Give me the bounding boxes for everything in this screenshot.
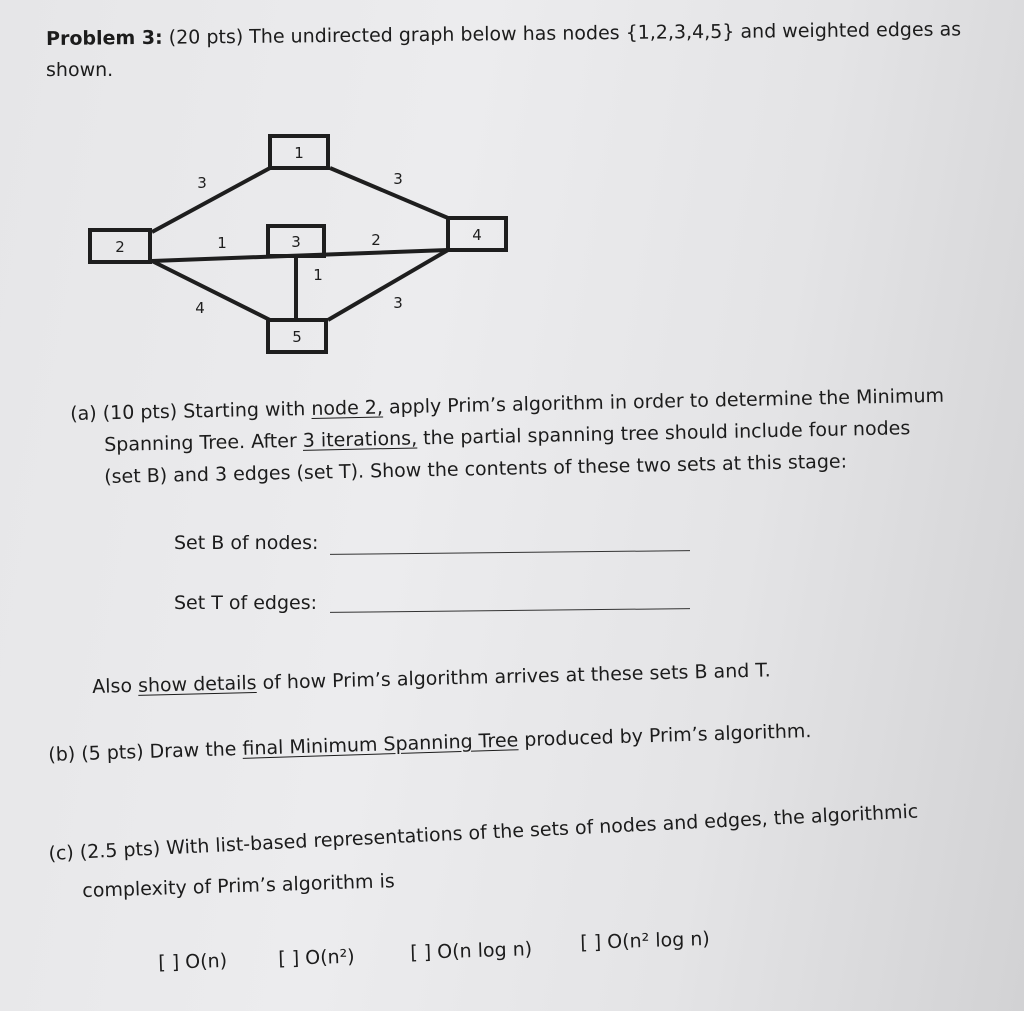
node-2 [90,230,150,262]
weight-4-5: 3 [393,294,403,312]
node-1 [270,136,328,168]
show-details-emphasis: show details [137,671,257,697]
part-a-line1: (a) (10 pts) Starting with node 2, apply Prim’s algorithm in order to determine the Minimum [70,384,945,425]
set-t-label: Set T of edges: [174,592,318,614]
node-5 [268,320,326,352]
problem-intro-line2: shown. [46,59,114,81]
weight-3-5: 1 [313,266,323,284]
weight-3-4: 2 [371,231,381,249]
also-show-details: Also show details of how Prim’s algorithm arrives at these sets B and T. [92,659,771,698]
node-3 [268,226,324,256]
weight-2-5: 4 [195,299,205,317]
choice-o-n[interactable]: [ ] O(n) [158,949,228,974]
edge-2-1 [152,168,270,232]
svg-text:1: 1 [294,144,304,162]
final-mst-emphasis: final Minimum Spanning Tree [242,729,519,760]
part-c-line1: (c) (2.5 pts) With list-based representations of the sets of nodes and edges, the algorithmic [48,800,919,865]
weighted-graph-diagram [80,120,520,370]
set-t-answer-line [330,608,690,613]
iterations-emphasis: 3 iterations, [302,427,418,452]
svg-text:4: 4 [472,226,482,244]
weight-2-1: 3 [197,174,207,192]
set-b-answer-line [330,550,690,555]
edge-4-5 [328,250,448,320]
choice-o-n-squared[interactable]: [ ] O(n²) [278,945,355,970]
part-b: (b) (5 pts) Draw the final Minimum Spanning Tree produced by Prim’s algorithm. [48,720,812,766]
problem-intro [46,18,961,50]
part-a-line3: (set B) and 3 edges (set T). Show the contents of these two sets at this stage: [104,450,848,488]
edge-2-5 [152,261,270,320]
svg-text:3: 3 [291,233,301,251]
choice-o-n-log-n[interactable]: [ ] O(n log n) [410,938,533,964]
part-c-line2: complexity of Prim’s algorithm is [82,870,396,902]
weight-2-3: 1 [217,234,227,252]
weight-1-4: 3 [393,170,403,188]
node-4 [448,218,506,250]
svg-text:2: 2 [115,238,125,256]
edge-1-4 [330,168,448,218]
svg-text:5: 5 [292,328,302,346]
problem-label: Problem 3: [46,26,163,50]
part-a-line2: Spanning Tree. After 3 iterations, the partial spanning tree should include four nodes [104,417,911,456]
node-2-emphasis: node 2, [311,396,384,420]
problem-intro-line1: (20 pts) The undirected graph below has nodes {1,2,3,4,5} and weighted edges as [168,18,962,49]
choice-o-n-squared-log-n[interactable]: [ ] O(n² log n) [580,927,711,954]
set-b-label: Set B of nodes: [174,532,319,554]
